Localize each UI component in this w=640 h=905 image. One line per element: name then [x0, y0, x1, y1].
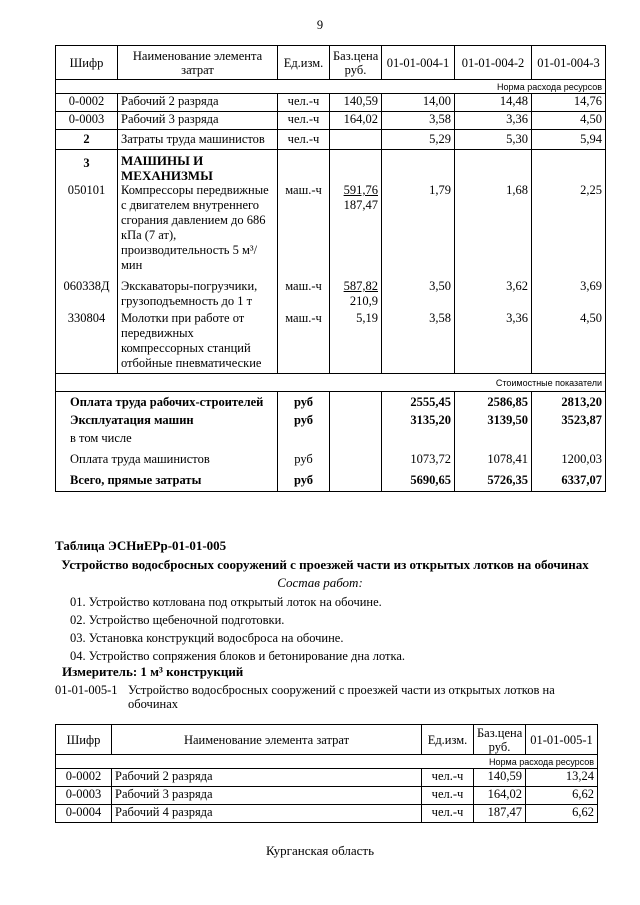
table-row: Эксплуатация машин руб 3135,20 3139,50 3523,87 — [56, 413, 606, 431]
header-unit: Ед.изм. — [278, 46, 330, 80]
header-price: Баз.цена руб. — [474, 725, 526, 755]
header-unit: Ед.изм. — [422, 725, 474, 755]
table-row: 3 МАШИНЫ И МЕХАНИЗМЫ — [56, 150, 606, 184]
norm-label: Норма расхода ресурсов — [56, 755, 598, 769]
header-col3: 01-01-004-3 — [532, 46, 606, 80]
meter: Измеритель: 1 м³ конструкций — [62, 664, 244, 679]
table-header-row — [56, 725, 598, 755]
header-code: Шифр — [56, 46, 118, 80]
item-code: 01-01-005-1 — [55, 683, 118, 697]
table-row: Оплата труда машинистов руб 1073,72 1078,41 1200,03 — [56, 449, 606, 470]
header-code: Шифр — [56, 725, 112, 755]
table-row: 0-0004 Рабочий 4 разряда чел.-ч 187,47 6,62 — [56, 805, 598, 823]
list-item: 03. Установка конструкций водосброса на обочине. — [70, 631, 344, 645]
table-row: Всего, прямые затраты руб 5690,65 5726,35 6337,07 — [56, 470, 606, 492]
header-col1: 01-01-004-1 — [382, 46, 455, 80]
work-list — [70, 593, 405, 665]
table-row: в том числе — [56, 431, 606, 449]
table-row: 0-0002 Рабочий 2 разряда чел.-ч 140,59 14,00 14,48 14,76 — [56, 94, 606, 112]
header-name: Наименование элемента затрат — [112, 725, 422, 755]
section-heading: Устройство водосбросных сооружений с проезжей части из открытых лотков на обочинах — [61, 557, 589, 572]
work-title: Состав работ: — [277, 575, 363, 590]
header-col1: 01-01-005-1 — [526, 725, 598, 755]
footer: Курганская область — [265, 843, 375, 858]
table-row: 2 Затраты труда машинистов чел.-ч 5,29 5,30 5,94 — [56, 130, 606, 150]
page-number: 9 — [316, 18, 324, 32]
table-row: 0-0003 Рабочий 3 разряда чел.-ч 164,02 6,62 — [56, 787, 598, 805]
table-row: 0-0003 Рабочий 3 разряда чел.-ч 164,02 3,58 3,36 4,50 — [56, 112, 606, 130]
list-item: 01. Устройство котлована под открытый лоток на обочине. — [70, 595, 382, 609]
cost-label: Стоимостные показатели — [56, 374, 606, 392]
norm-label: Норма расхода ресурсов — [56, 80, 606, 94]
table-row: 0-0002 Рабочий 2 разряда чел.-ч 140,59 13,24 — [56, 769, 598, 787]
header-name: Наименование элемента затрат — [118, 46, 278, 80]
item-text: Устройство водосбросных сооружений с проезжей части из открытых лотков на обочинах — [128, 683, 555, 711]
table-row: Оплата труда рабочих-строителей руб 2555,45 2586,85 2813,20 — [56, 392, 606, 413]
list-item: 04. Устройство сопряжения блоков и бетонирование дна лотка. — [70, 649, 406, 663]
table-row: 330804 Молотки при работе от передвижных компрессорных станций отбойные пневматические маш.-ч 5,19 3,58 3,36 4,50 — [56, 309, 606, 374]
header-col2: 01-01-004-2 — [455, 46, 532, 80]
resource-table-2 — [55, 724, 598, 823]
header-price: Баз.цена руб. — [330, 46, 382, 80]
table-row: 060338Д Экскаваторы-погрузчики, грузоподъемность до 1 т маш.-ч 587,82 210,9 3,50 3,62 3,69 — [56, 273, 606, 309]
list-item: 02. Устройство щебеночной подготовки. — [70, 613, 285, 627]
table-title: Таблица ЭСНиЕРр-01-01-005 — [55, 538, 227, 553]
resource-table-1 — [55, 45, 606, 492]
table-header-row — [56, 46, 606, 80]
table-row: 050101 Компрессоры передвижные с двигателем внутреннего сгорания давлением до 686 кПа (7 ат), производительность 5 м³/мин маш.-ч 591,76 187,47 1,79 1,68 2,25 — [56, 183, 606, 273]
